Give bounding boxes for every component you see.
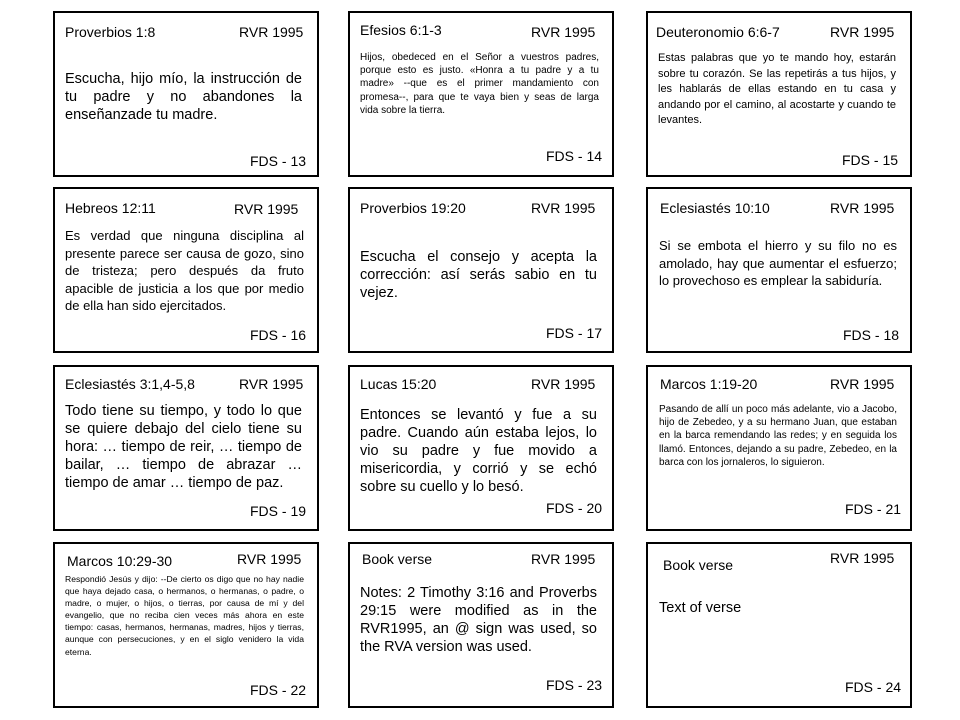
version-label: RVR 1995 bbox=[531, 24, 596, 40]
card-code: FDS - 23 bbox=[546, 677, 603, 693]
version-label: RVR 1995 bbox=[830, 200, 895, 216]
card-code: FDS - 13 bbox=[250, 153, 307, 169]
version-label: RVR 1995 bbox=[830, 24, 895, 40]
card-code: FDS - 15 bbox=[842, 152, 899, 168]
verse-reference: Efesios 6:1-3 bbox=[360, 22, 442, 38]
verse-text: Entonces se levantó y fue a su padre. Cuando aún estaba lejos, lo vio su padre y fue movido a misericordia, y corrió y se echó sobre su cuello y lo besó. bbox=[360, 407, 597, 495]
verse-reference: Proverbios 19:20 bbox=[360, 200, 466, 216]
card-code: FDS - 16 bbox=[250, 327, 307, 343]
verse-text: Es verdad que ninguna disciplina al presente parece ser causa de gozo, sino de tristeza; pero después da fruto apacible de justicia a los que por medio de ella han sido ejercitados. bbox=[65, 228, 304, 313]
version-label: RVR 1995 bbox=[830, 550, 895, 566]
card-code: FDS - 18 bbox=[843, 327, 900, 343]
card-code: FDS - 24 bbox=[845, 679, 902, 695]
verse-card bbox=[646, 542, 912, 708]
verse-text: Si se embota el hierro y su filo no es amolado, hay que aumentar el esfuerzo; lo provechoso es emplear la sabiduría. bbox=[659, 238, 897, 288]
card-code: FDS - 21 bbox=[845, 501, 902, 517]
verse-text: Respondió Jesús y dijo: --De cierto os digo que no hay nadie que haya dejado casa, o hermanos, o hermanas, o padre, o madre, o mujer, o hijos, o tierras, por causa de mí y del evangelio, que no reciba cien veces más ahora en este tiempo: casas, hermanos, hermanas, madres, hijos y tierras, aunque con persecuciones, y en el siglo venidero la vida eterna. bbox=[65, 574, 304, 657]
verse-reference: Book verse bbox=[663, 557, 734, 573]
verse-card bbox=[53, 542, 319, 708]
verse-card bbox=[348, 11, 614, 177]
version-label: RVR 1995 bbox=[239, 376, 304, 392]
verse-reference: Deuteronomio 6:6-7 bbox=[656, 24, 780, 40]
card-code: FDS - 19 bbox=[250, 503, 307, 519]
verse-reference: Eclesiastés 10:10 bbox=[660, 200, 770, 216]
version-label: RVR 1995 bbox=[234, 201, 299, 217]
version-label: RVR 1995 bbox=[531, 200, 596, 216]
version-label: RVR 1995 bbox=[239, 24, 304, 40]
card-code: FDS - 17 bbox=[546, 325, 603, 341]
verse-card bbox=[53, 187, 319, 353]
verse-card bbox=[646, 365, 912, 531]
verse-reference: Proverbios 1:8 bbox=[65, 24, 156, 40]
verse-reference: Book verse bbox=[362, 551, 433, 567]
verse-card bbox=[53, 365, 319, 531]
card-code: FDS - 20 bbox=[546, 500, 603, 516]
verse-text: Escucha el consejo y acepta la corrección: así serás sabio en tu vejez. bbox=[360, 249, 597, 301]
verse-text: Text of verse bbox=[659, 600, 742, 616]
verse-text: Todo tiene su tiempo, y todo lo que se quiere debajo del cielo tiene su hora: … tiempo de reir, … tiempo de bailar, … tiempo de abrazar … tiempo de amar … tiempo de paz. bbox=[65, 403, 302, 491]
verse-reference: Eclesiastés 3:1,4-5,8 bbox=[65, 376, 195, 392]
verse-card bbox=[646, 187, 912, 353]
verse-reference: Lucas 15:20 bbox=[360, 376, 437, 392]
verse-text: Hijos, obedeced en el Señor a vuestros padres, porque esto es justo. «Honra a tu padre y a tu madre» --que es el primer mandamiento con promesa--, para que te vaya bien y seas de larga vida sobre la tierra. bbox=[360, 52, 599, 116]
verse-card bbox=[646, 11, 912, 177]
verse-text: Pasando de allí un poco más adelante, vio a Jacobo, hijo de Zebedeo, y a su hermano Juan, que estaban en la barca remendando las redes; y en seguida los llamó. Entonces, dejando a su padre, Zebedeo, en la barca con los jornaleros, lo siguieron. bbox=[659, 404, 897, 468]
card-code: FDS - 22 bbox=[250, 682, 307, 698]
verse-text: Notes: 2 Timothy 3:16 and Proverbs 29:15 were modified as in the RVR1995, an @ sign was used, so the RVA version was used. bbox=[360, 585, 597, 655]
verse-reference: Marcos 1:19-20 bbox=[660, 376, 758, 392]
verse-card bbox=[53, 11, 319, 177]
verse-card bbox=[348, 365, 614, 531]
verse-card bbox=[348, 542, 614, 708]
version-label: RVR 1995 bbox=[531, 551, 596, 567]
verse-card bbox=[348, 187, 614, 353]
version-label: RVR 1995 bbox=[531, 376, 596, 392]
verse-reference: Hebreos 12:11 bbox=[65, 200, 156, 216]
verse-reference: Marcos 10:29-30 bbox=[67, 553, 173, 569]
verse-text: Escucha, hijo mío, la instrucción de tu padre y no abandones la enseñanzade tu madre. bbox=[65, 71, 302, 123]
version-label: RVR 1995 bbox=[830, 376, 895, 392]
verse-text: Estas palabras que yo te mando hoy, estarán sobre tu corazón. Se las repetirás a tus hijos, y les hablarás de ellas estando en tu casa y andando por el camino, al acostarte y cuando te levantes. bbox=[658, 52, 896, 127]
version-label: RVR 1995 bbox=[237, 551, 302, 567]
card-code: FDS - 14 bbox=[546, 148, 603, 164]
